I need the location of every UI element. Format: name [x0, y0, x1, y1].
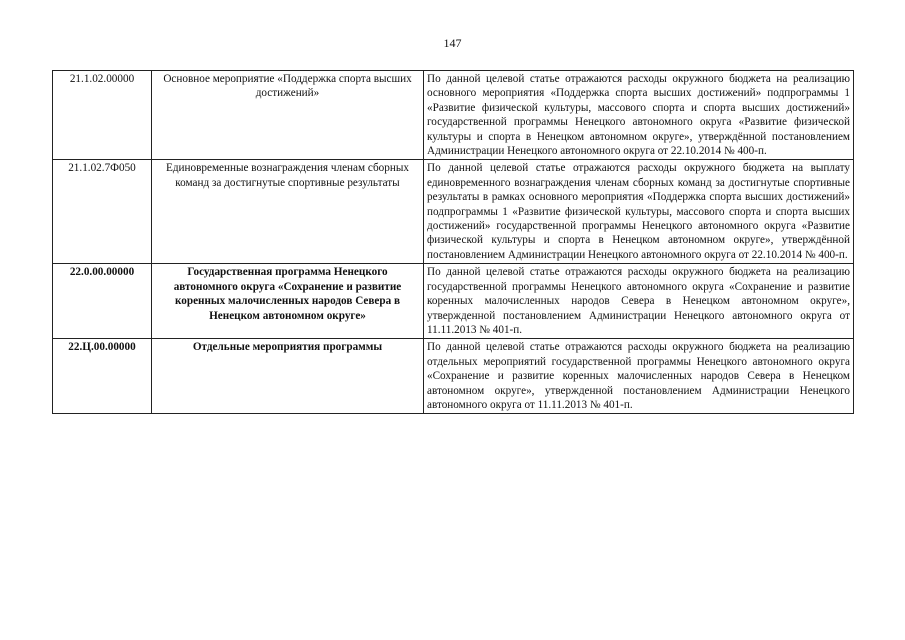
target-article-description: По данной целевой статье отражаются расходы окружного бюджета на реализацию государственной программы Ненецкого автономного округа «Сохранение и развитие коренных малочисленных народов Севера в Ненецком автономном округе», утвержденной постановлением Администрации Ненецкого автономного округа от 11.11.2013 № 401-п.: [424, 264, 854, 339]
target-article-name: Государственная программа Ненецкого автономного округа «Сохранение и развитие коренных малочисленных народов Севера в Ненецком автономном округе»: [152, 264, 424, 339]
target-article-description: По данной целевой статье отражаются расходы окружного бюджета на выплату единовременного вознаграждения членам сборных команд за достигнутые спортивные результаты в рамках основного мероприятия «Поддержка спорта высших достижений» подпрограммы 1 «Развитие физической культуры, массового спорта и спорта высших достижений» государственной программы Ненецкого автономного округа «Развитие физической культуры и спорта в Ненецком автономном округе», утверждённой постановлением Администрации Ненецкого автономного округа от 22.10.2014 № 400-п.: [424, 160, 854, 264]
target-article-code: 21.1.02.00000: [53, 71, 152, 160]
target-article-code: 22.Ц.00.00000: [53, 339, 152, 414]
target-article-description: По данной целевой статье отражаются расходы окружного бюджета на реализацию отдельных мероприятий государственной программы Ненецкого автономного округа «Сохранение и развитие коренных малочисленных народов Севера в Ненецком автономном округе», утвержденной постановлением Администрации Ненецкого автономного округа от 11.11.2013 № 401-п.: [424, 339, 854, 414]
table-row: [53, 160, 854, 264]
budget-classification-table: [52, 70, 854, 414]
table-row: [53, 71, 854, 160]
target-article-code: 21.1.02.7Ф050: [53, 160, 152, 264]
target-article-name: Основное мероприятие «Поддержка спорта высших достижений»: [152, 71, 424, 160]
target-article-name: Отдельные мероприятия программы: [152, 339, 424, 414]
table-row: [53, 339, 854, 414]
target-article-name: Единовременные вознаграждения членам сборных команд за достигнутые спортивные результаты: [152, 160, 424, 264]
table-row: [53, 264, 854, 339]
target-article-code: 22.0.00.00000: [53, 264, 152, 339]
page-number: 147: [443, 36, 462, 50]
target-article-description: По данной целевой статье отражаются расходы окружного бюджета на реализацию основного мероприятия «Поддержка спорта высших достижений» подпрограммы 1 «Развитие физической культуры, массового спорта и спорта высших достижений» государственной программы Ненецкого автономного округа «Развитие физической культуры и спорта в Ненецком автономном округе», утверждённой постановлением Администрации Ненецкого автономного округа от 22.10.2014 № 400-п.: [424, 71, 854, 160]
